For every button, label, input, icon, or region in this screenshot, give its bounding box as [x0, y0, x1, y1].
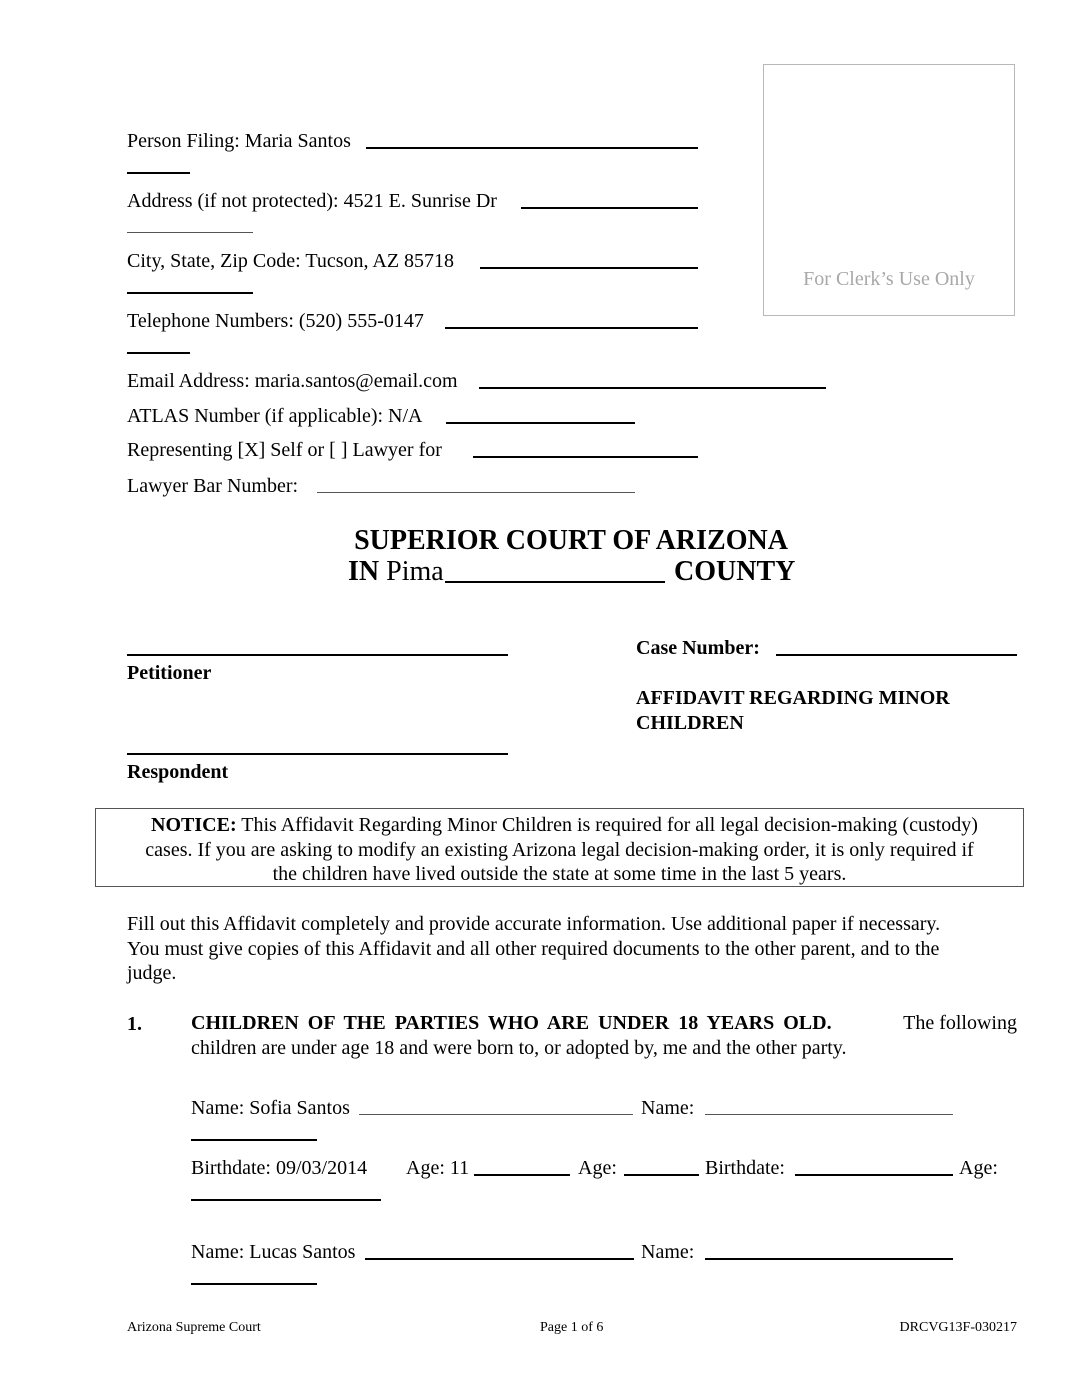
footer-left: Arizona Supreme Court [127, 1320, 261, 1335]
child2-name-label: Name: [641, 1097, 695, 1119]
footer-form-code: DRCVG13F-030217 [899, 1320, 1017, 1335]
child2-age-label: Age: [578, 1157, 617, 1179]
county-label: COUNTY [674, 556, 796, 587]
child1-birthdate: Birthdate: 09/03/2014 [191, 1157, 368, 1179]
representing-line[interactable] [473, 456, 698, 458]
respondent-line[interactable] [127, 753, 508, 755]
address-line[interactable] [521, 207, 698, 209]
representing: Representing [X] Self or [ ] Lawyer for [127, 439, 442, 461]
lawyer-bar-number-line[interactable] [317, 492, 635, 493]
child4-name-line[interactable] [705, 1258, 953, 1260]
form-title-line1: AFFIDAVIT REGARDING MINOR [636, 687, 950, 709]
case-number-label: Case Number: [636, 637, 760, 659]
instructions-line3: judge. [127, 962, 177, 984]
notice-box [95, 808, 1024, 887]
city-state-zip-line-cont [127, 292, 253, 294]
child1-name-line[interactable] [359, 1114, 633, 1115]
telephone-line[interactable] [445, 327, 698, 329]
respondent-label: Respondent [127, 761, 229, 783]
section-line1 [191, 1011, 1017, 1036]
child4-name-label: Name: [641, 1241, 695, 1263]
instructions [127, 912, 1017, 986]
telephone-line-cont [127, 352, 190, 354]
notice-line1 [96, 813, 1023, 838]
petitioner-line[interactable] [127, 654, 508, 656]
county-line[interactable] [445, 581, 665, 583]
clerk-use-label: For Clerk’s Use Only [803, 268, 975, 290]
county-row [348, 558, 444, 586]
child3-name: Name: Lucas Santos [191, 1241, 356, 1263]
child1-age-line[interactable] [474, 1174, 570, 1176]
case-number-line[interactable] [776, 654, 1017, 656]
section-body [191, 1011, 1017, 1061]
child2-age-line[interactable] [624, 1174, 699, 1176]
child2-birthdate-line[interactable] [795, 1174, 953, 1176]
instructions-line1: Fill out this Affidavit completely and provide accurate information. Use additional paper if necessary. [127, 913, 941, 935]
section-text-tail: The following [903, 1012, 1017, 1034]
section-heading: CHILDREN OF THE PARTIES WHO ARE UNDER 18 YEARS OLD. [191, 1012, 832, 1034]
telephone: Telephone Numbers: (520) 555-0147 [127, 310, 424, 332]
address-line-cont [127, 232, 253, 233]
notice-line2: cases. If you are asking to modify an existing Arizona legal decision-making order, it is only required if [145, 838, 974, 861]
notice-line3: the children have lived outside the state at some time in the last 5 years. [272, 863, 847, 885]
child2-name-line[interactable] [705, 1114, 953, 1115]
section-number: 1. [127, 1013, 142, 1035]
city-state-zip: City, State, Zip Code: Tucson, AZ 85718 [127, 250, 455, 272]
section-line2: children are under age 18 and were born to, or adopted by, me and the other party. [191, 1037, 847, 1059]
child2-name-line-cont [191, 1139, 317, 1141]
person-filing: Person Filing: Maria Santos [127, 130, 351, 152]
form-title-line2: CHILDREN [636, 712, 744, 734]
county-name: Pima [386, 556, 444, 587]
clerk-use-box [763, 64, 1015, 316]
address: Address (if not protected): 4521 E. Sunrise Dr [127, 190, 497, 212]
footer-page-number: Page 1 of 6 [540, 1320, 604, 1335]
email-line[interactable] [479, 387, 826, 389]
child1-age: Age: 11 [406, 1157, 470, 1179]
notice-text1: This Affidavit Regarding Minor Children is required for all legal decision-making (custody) [241, 814, 978, 836]
in-label: IN [348, 556, 380, 587]
child4-name-line-cont [191, 1283, 317, 1285]
email: Email Address: maria.santos@email.com [127, 370, 458, 392]
notice-label: NOTICE: [151, 814, 237, 836]
atlas-number: ATLAS Number (if applicable): N/A [127, 405, 423, 427]
lawyer-bar-number: Lawyer Bar Number: [127, 475, 299, 497]
person-filing-line[interactable] [366, 147, 698, 149]
court-title: SUPERIOR COURT OF ARIZONA [354, 525, 788, 556]
city-state-zip-line[interactable] [480, 267, 698, 269]
atlas-number-line[interactable] [446, 422, 635, 424]
petitioner-label: Petitioner [127, 662, 212, 684]
child1-name: Name: Sofia Santos [191, 1097, 350, 1119]
child2-age-label-b: Age: [959, 1157, 998, 1179]
child3-name-line[interactable] [365, 1258, 634, 1260]
person-filing-line-cont [127, 172, 190, 174]
child2-age-line-b[interactable] [191, 1199, 381, 1201]
instructions-line2: You must give copies of this Affidavit and all other required documents to the other parent, and to the [127, 937, 940, 960]
child2-birthdate-label: Birthdate: [705, 1157, 785, 1179]
